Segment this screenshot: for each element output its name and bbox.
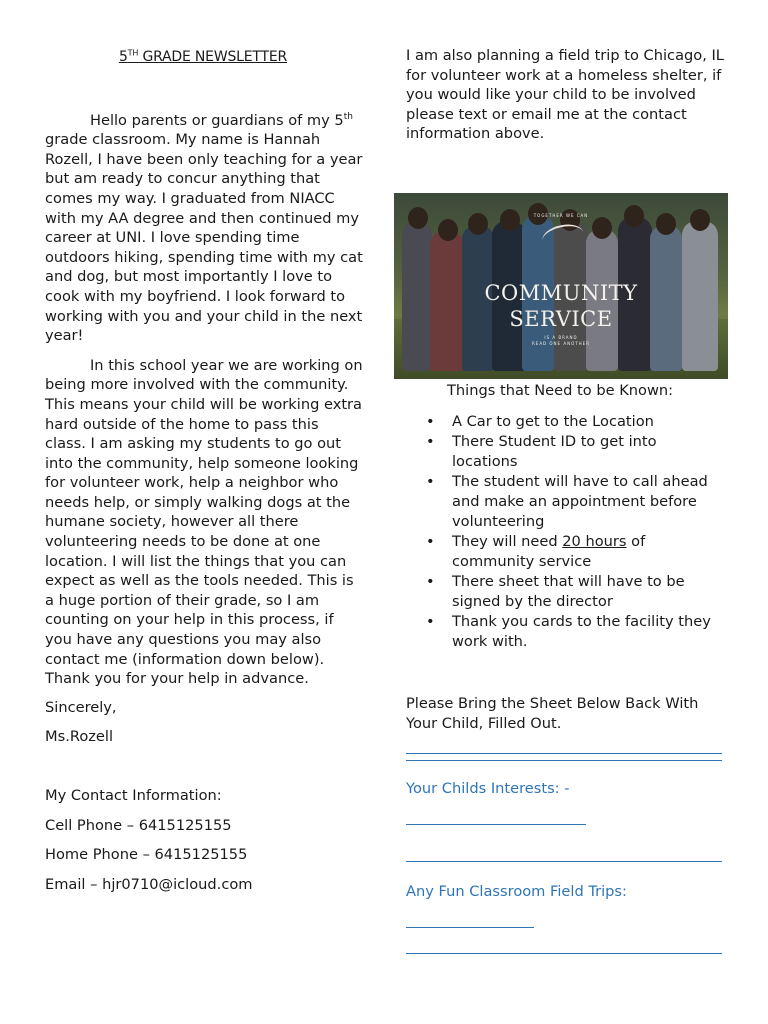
list-item: • There Student ID to get into locations: [426, 432, 726, 472]
fill-in-line: [406, 953, 722, 954]
list-item: • They will need 20 hours of community service: [426, 532, 726, 572]
closing: Sincerely,: [45, 698, 117, 716]
fill-in-line: [406, 861, 722, 862]
fill-in-line: [406, 824, 586, 825]
left-column: [45, 48, 363, 904]
home-phone: Home Phone – 6415125155: [45, 846, 248, 864]
intro-paragraph: Hello parents or guardians of my 5th grade classroom. My name is Hannah Rozell, I have been only teaching for a year but am ready to concur anything that comes my way. I graduated from NIACC with my AA degree and then continued my career at UNI. I love spending time outdoors hiking, spending time with my cat and dog, but most importantly I love to cook with my boyfriend. I look forward to working with you and your child in the next year!: [45, 111, 363, 345]
fill-in-line: [406, 753, 722, 754]
bring-sheet-instructions: Please Bring the Sheet Below Back With Your Child, Filled Out.: [406, 695, 699, 732]
cell-phone: Cell Phone – 6415125155: [45, 816, 232, 834]
email: Email – hjr0710@icloud.com: [45, 875, 253, 893]
known-list: [426, 412, 726, 652]
person-head: [408, 207, 428, 229]
list-item: • A Car to get to the Location: [426, 412, 726, 432]
newsletter-title: 5TH GRADE NEWSLETTER: [118, 48, 288, 65]
interests-label: Your Childs Interests: -: [406, 780, 570, 797]
list-item: • Thank you cards to the facility they work with.: [426, 612, 726, 652]
image-title-line2: SERVICE: [509, 307, 613, 331]
field-trips-label: Any Fun Classroom Field Trips:: [406, 883, 627, 900]
image-bottom-caption-1: IS A BRAND: [544, 335, 578, 340]
field-trip-paragraph: I am also planning a field trip to Chicago, IL for volunteer work at a homeless shelter, if you would like your child to be involved please text or email me at the contact information above.: [406, 47, 724, 143]
image-title-line1: COMMUNITY: [484, 281, 638, 305]
fill-in-line: [406, 760, 722, 761]
signature: Ms.Rozell: [45, 728, 113, 746]
list-item: • There sheet that will have to be signed by the director: [426, 572, 726, 612]
known-heading: Things that Need to be Known:: [447, 382, 674, 399]
hours-underlined: 20 hours: [562, 533, 627, 550]
person-head: [592, 217, 612, 239]
image-top-caption: TOGETHER WE CAN: [533, 213, 589, 218]
list-item: • The student will have to call ahead and make an appointment before volunteering: [426, 472, 726, 532]
image-bottom-caption-2: READ ONE ANOTHER: [532, 341, 590, 346]
community-service-image: [394, 193, 728, 379]
contact-heading: My Contact Information:: [45, 787, 222, 804]
body-paragraph: In this school year we are working on being more involved with the community. This means your child will be working extra hard outside of the home to pass this class. I am asking my students to go out into the community, help someone looking for volunteer work, help a neighbor who needs help, or simply walking dogs at the humane society, however all there volunteering needs to be done at one location. I will list the things that you can expect as well as the tools needed. This is a huge portion of their grade, so I am counting on your help in this process, if you have any questions you may also contact me (information down below). Thank you for your help in advance.: [45, 356, 363, 688]
person-head: [438, 219, 458, 241]
fill-in-line: [406, 927, 534, 928]
